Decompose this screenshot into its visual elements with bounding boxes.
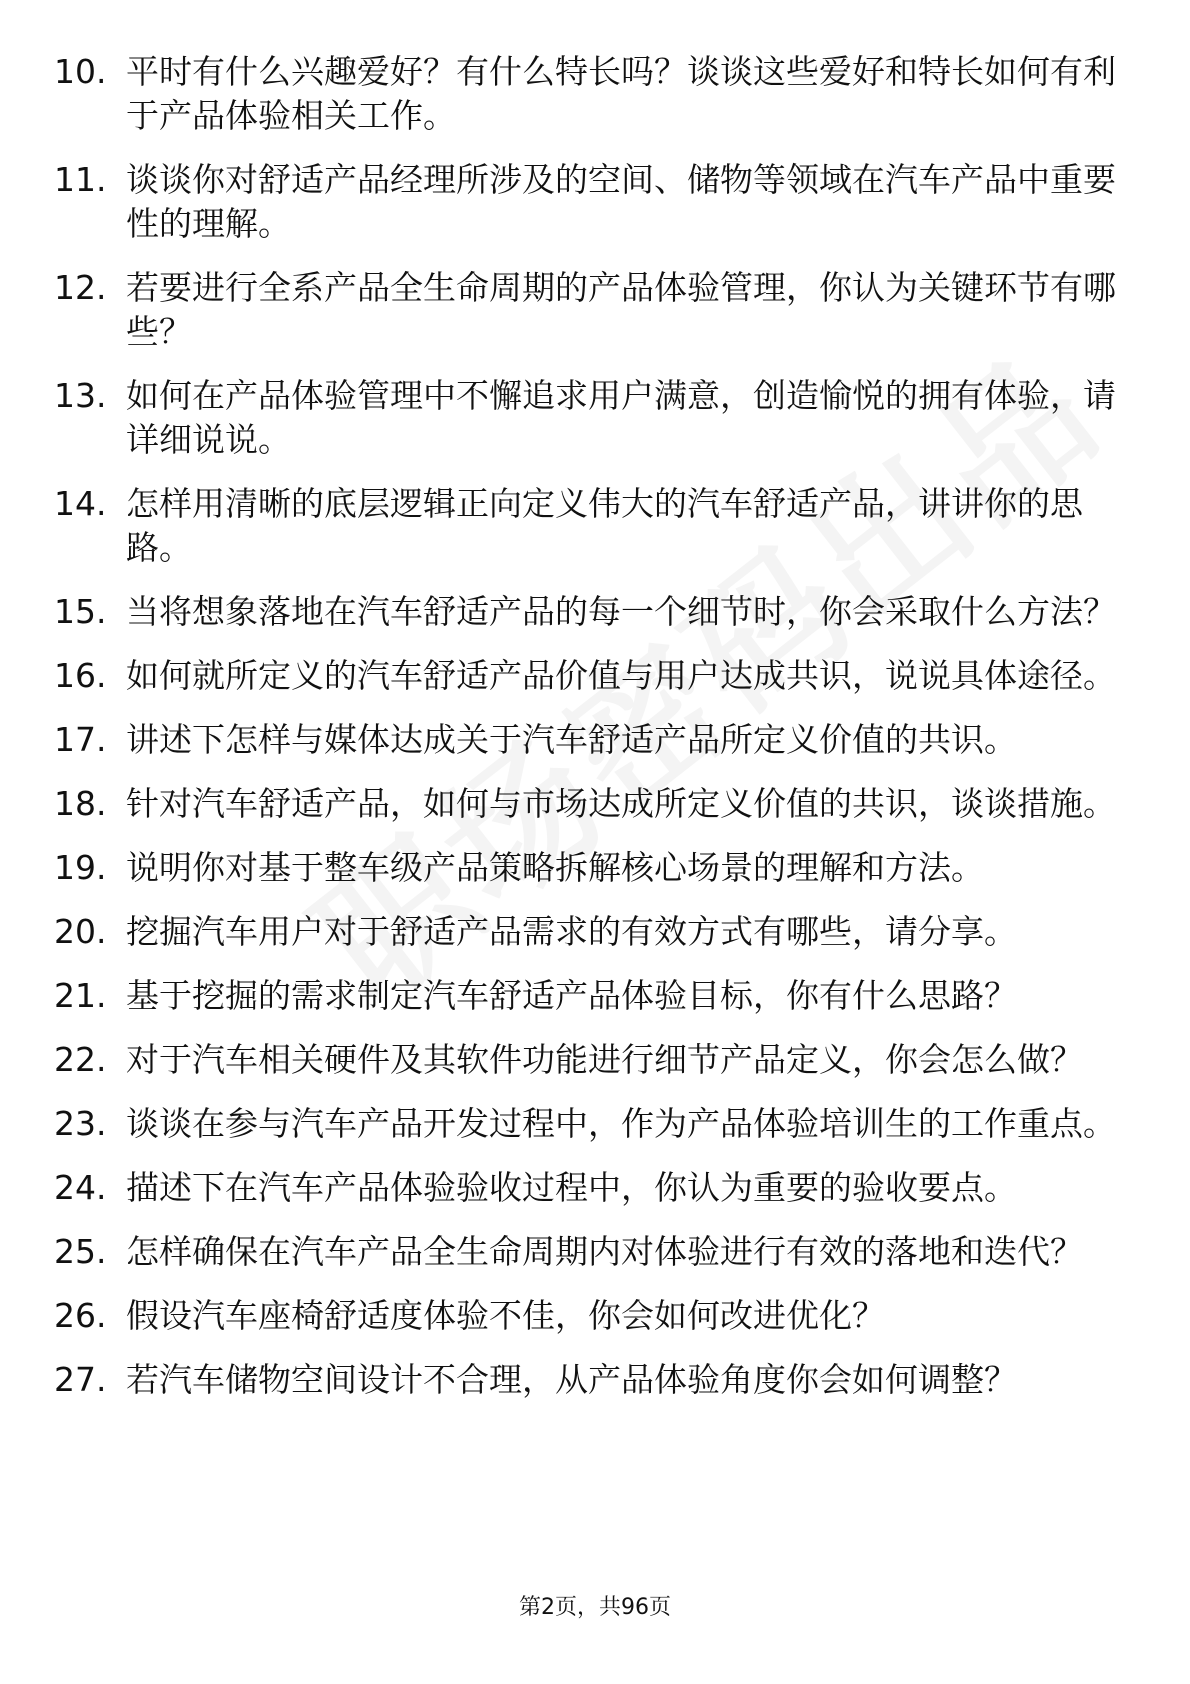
question-number: 14. (54, 484, 107, 523)
question-number: 25. (54, 1232, 107, 1271)
page-footer (0, 1590, 1190, 1621)
list-item (0, 1294, 1190, 1338)
question-number: 15. (54, 592, 107, 631)
question-text: 若汽车储物空间设计不合理，从产品体验角度你会如何调整？ (126, 1360, 1017, 1399)
list-item (0, 1230, 1190, 1274)
list-item (0, 718, 1190, 762)
question-number: 21. (54, 976, 107, 1015)
question-number: 26. (54, 1296, 107, 1335)
question-text: 挖掘汽车用户对于舒适产品需求的有效方式有哪些，请分享。 (126, 912, 1017, 951)
question-number: 17. (54, 720, 107, 759)
question-number: 13. (54, 376, 107, 415)
question-text: 针对汽车舒适产品，如何与市场达成所定义价值的共识，谈谈措施。 (126, 784, 1116, 823)
list-item (0, 846, 1190, 890)
question-text: 谈谈在参与汽车产品开发过程中，作为产品体验培训生的工作重点。 (126, 1104, 1116, 1143)
question-text: 对于汽车相关硬件及其软件功能进行细节产品定义，你会怎么做？ (126, 1040, 1083, 1079)
question-number: 27. (54, 1360, 107, 1399)
list-item (0, 482, 1190, 570)
list-item (0, 1358, 1190, 1402)
question-text: 描述下在汽车产品体验验收过程中，你认为重要的验收要点。 (126, 1168, 1017, 1207)
list-item (0, 590, 1190, 634)
list-item (0, 1102, 1190, 1146)
question-text: 说明你对基于整车级产品策略拆解核心场景的理解和方法。 (126, 848, 984, 887)
list-item (0, 974, 1190, 1018)
list-item (0, 50, 1190, 138)
question-text: 若要进行全系产品全生命周期的产品体验管理，你认为关键环节有哪些？ (126, 268, 1116, 351)
question-number: 11. (54, 160, 107, 199)
question-text: 讲述下怎样与媒体达成关于汽车舒适产品所定义价值的共识。 (126, 720, 1017, 759)
list-item (0, 1166, 1190, 1210)
question-number: 19. (54, 848, 107, 887)
question-text: 如何就所定义的汽车舒适产品价值与用户达成共识，说说具体途径。 (126, 656, 1116, 695)
question-number: 23. (54, 1104, 107, 1143)
question-number: 20. (54, 912, 107, 951)
question-text: 如何在产品体验管理中不懈追求用户满意，创造愉悦的拥有体验，请详细说说。 (126, 376, 1116, 459)
question-text: 谈谈你对舒适产品经理所涉及的空间、储物等领域在汽车产品中重要性的理解。 (126, 160, 1116, 243)
question-number: 12. (54, 268, 107, 307)
list-item (0, 1038, 1190, 1082)
question-text: 当将想象落地在汽车舒适产品的每一个细节时，你会采取什么方法？ (126, 592, 1116, 631)
page-number: 第2页，共96页 (519, 1595, 671, 1620)
question-number: 16. (54, 656, 107, 695)
list-item (0, 266, 1190, 354)
list-item (0, 374, 1190, 462)
question-number: 22. (54, 1040, 107, 1079)
question-number: 10. (54, 52, 107, 91)
question-number: 18. (54, 784, 107, 823)
list-item (0, 158, 1190, 246)
question-text: 基于挖掘的需求制定汽车舒适产品体验目标，你有什么思路？ (126, 976, 1017, 1015)
list-item (0, 782, 1190, 826)
question-number: 24. (54, 1168, 107, 1207)
question-text: 怎样确保在汽车产品全生命周期内对体验进行有效的落地和迭代？ (126, 1232, 1083, 1271)
list-item (0, 910, 1190, 954)
list-item (0, 654, 1190, 698)
question-text: 平时有什么兴趣爱好？有什么特长吗？谈谈这些爱好和特长如何有利于产品体验相关工作。 (126, 52, 1116, 135)
question-list (0, 50, 1190, 1422)
question-text: 假设汽车座椅舒适度体验不佳，你会如何改进优化？ (126, 1296, 885, 1335)
question-text: 怎样用清晰的底层逻辑正向定义伟大的汽车舒适产品，讲讲你的思路。 (126, 484, 1083, 567)
